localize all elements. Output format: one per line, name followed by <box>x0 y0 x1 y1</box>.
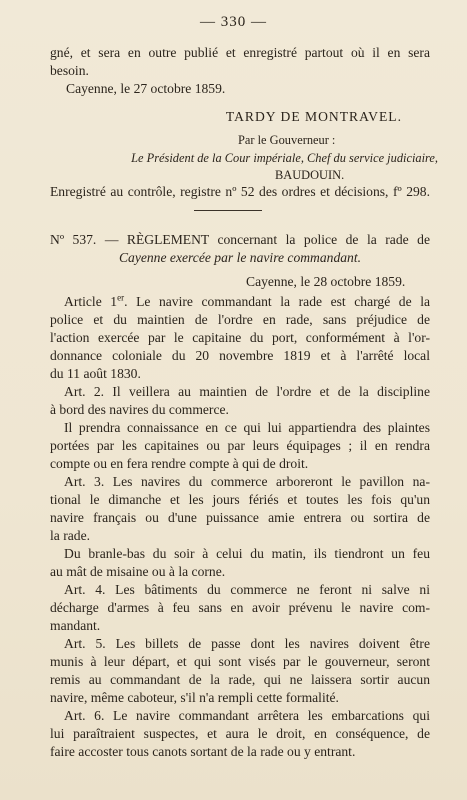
signatory: TARDY DE MONTRAVEL. <box>225 109 402 124</box>
section-heading: Nº 537. — RÈGLEMENT concernant la police de la rade de <box>50 232 430 247</box>
signatory-role: Le Président de la Cour impériale, Chef du service judiciaire, <box>131 151 438 165</box>
place-date: Cayenne, le 28 octobre 1859. <box>246 274 406 289</box>
text-line: tional le dimanche et les jours fériés et toutes les fois qu'un <box>50 492 430 507</box>
text-line: du 11 août 1830. <box>50 366 141 381</box>
text-line: au mât de misaine ou à la corne. <box>50 564 226 579</box>
signatory-name: BAUDOUIN. <box>275 168 345 182</box>
article-1: Article 1er. Le navire commandant la rade est chargé de la <box>64 292 431 309</box>
article-6: Art. 6. Le navire commandant arrêtera les embarcations qui <box>64 708 430 723</box>
registration-note: Enregistré au contrôle, registre nº 52 des ordres et décisions, fº 298. <box>50 184 430 199</box>
text-line: l'action exercée par le capitaine du port, conformément à l'or- <box>50 330 430 345</box>
text-line: besoin. <box>50 63 89 78</box>
section-heading-subtitle: Cayenne exercée par le navire commandant. <box>118 250 362 265</box>
text-line: faire accoster tous canots sortant de la rade ou y entrant. <box>50 744 356 759</box>
text-line: portées par les capitaines ou par leurs équipages ; il en rendra <box>50 438 430 453</box>
signatory-role: Par le Gouverneur : <box>238 133 336 147</box>
section-divider <box>194 210 262 211</box>
page-number: — 330 — <box>200 14 267 30</box>
text-line: gné, et sera en outre publié et enregistré partout où il en sera <box>50 45 430 60</box>
article-4: Art. 4. Les bâtiments du commerce ne feront ni salve ni <box>64 582 430 597</box>
place-date: Cayenne, le 27 octobre 1859. <box>66 81 226 96</box>
text-line: navire français ou d'une puissance amie entrera ou sortira de <box>50 510 430 525</box>
text-line: donnance coloniale du 20 novembre 1819 et à l'arrêté local <box>50 348 430 363</box>
text-line: compte ou en fera rendre compte à qui de droit. <box>50 456 309 471</box>
text-line: munis à leur départ, et qui sont visés par le gouverneur, seront <box>50 654 430 669</box>
text-line: Du branle-bas du soir à celui du matin, ils tiendront un feu <box>64 546 430 561</box>
article-3: Art. 3. Les navires du commerce arboreront le pavillon na- <box>64 474 430 489</box>
article-5: Art. 5. Les billets de passe dont les navires doivent être <box>64 636 430 651</box>
text-line: à bord des navires du commerce. <box>50 402 229 417</box>
text-line: Il prendra connaissance en ce qui lui appartiendra des plaintes <box>64 420 430 435</box>
text-line: police et du maintien de l'ordre en rade, sans préjudice de <box>50 312 430 327</box>
text-line: lui paraîtraient suspectes, et aura le droit, en conséquence, de <box>50 726 430 741</box>
text-line: décharge d'armes à feu sans en avoir prévenu le navire com- <box>50 600 430 615</box>
text-line: remis au commandant de la rade, qui ne laissera sortir aucun <box>50 672 430 687</box>
text-line: mandant. <box>50 618 101 633</box>
text-line: navire, même caboteur, s'il n'a rempli cette formalité. <box>50 690 339 705</box>
text-line: la rade. <box>50 528 90 543</box>
article-2: Art. 2. Il veillera au maintien de l'ordre et de la discipline <box>64 384 430 399</box>
